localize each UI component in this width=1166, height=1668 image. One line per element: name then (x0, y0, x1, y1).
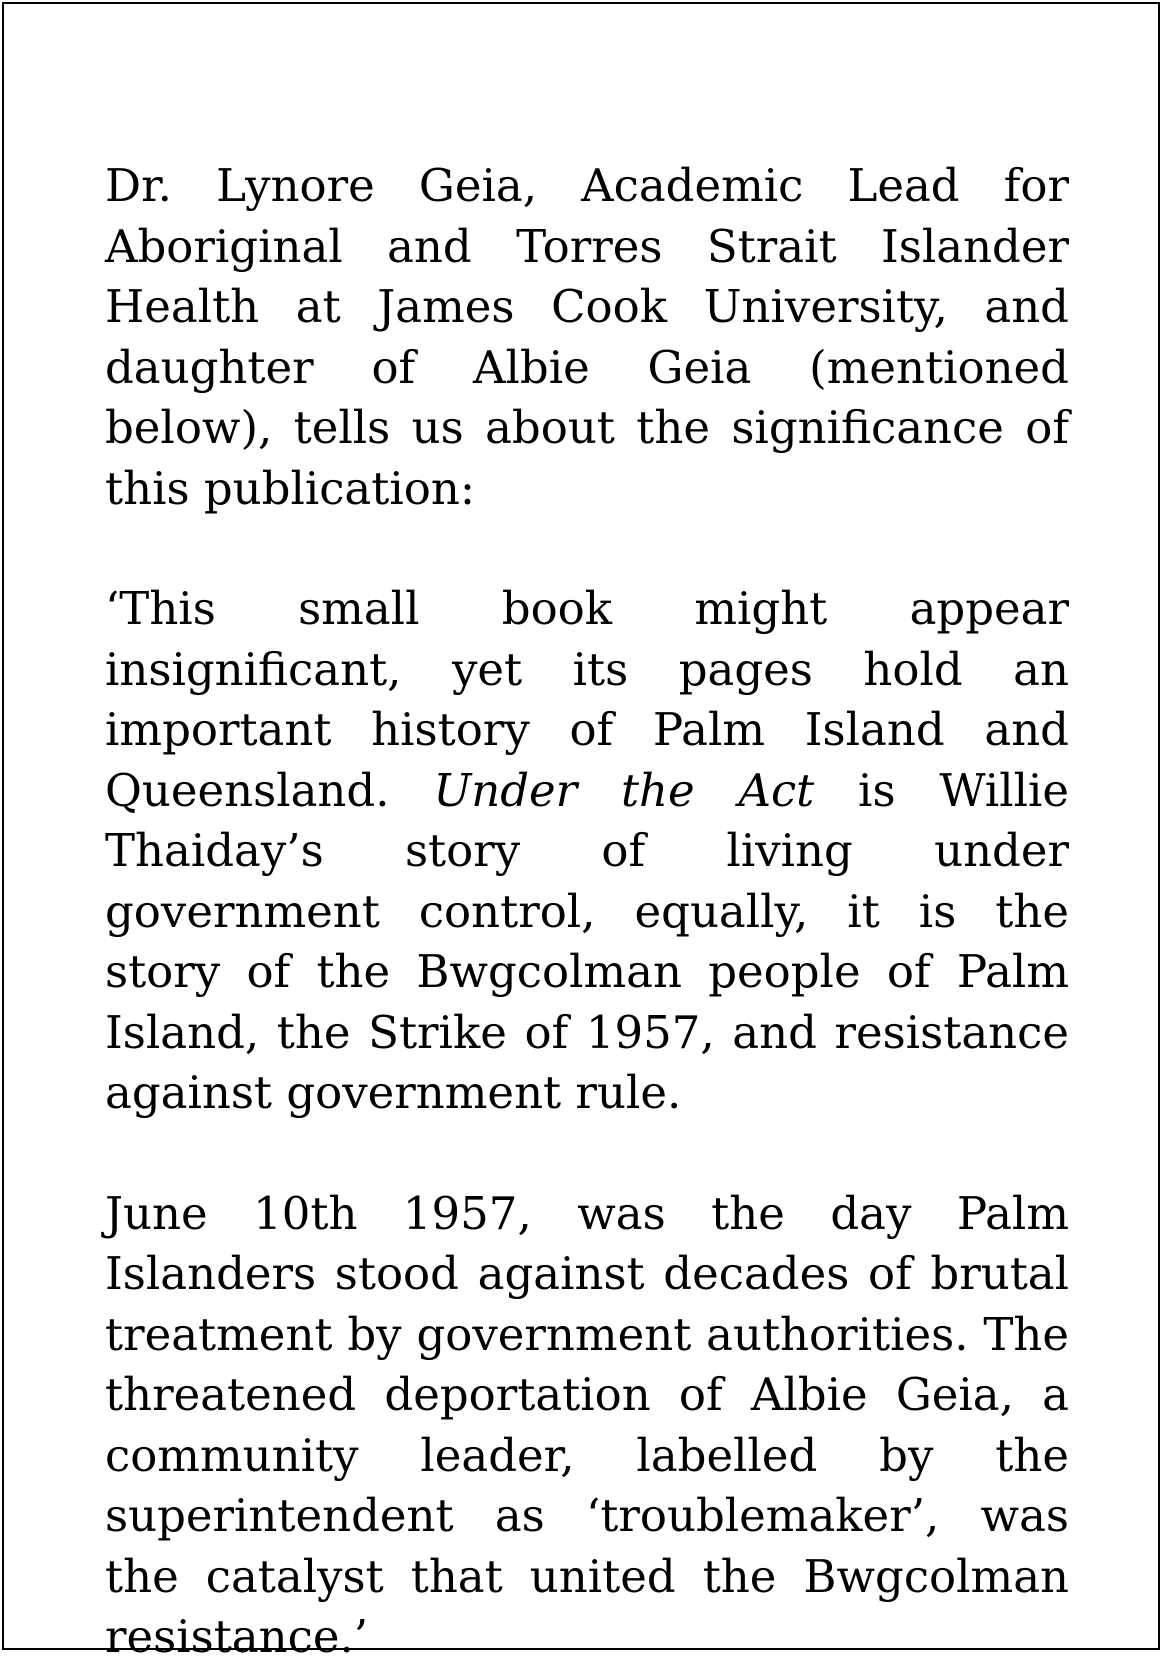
quote-paragraph-1 (105, 579, 1069, 1124)
quote-paragraph-2: June 10th 1957, was the day Palm Islanders stood against decades of brutal treatment by government authorities. The threatened deportation of Albie Geia, a community leader, labelled by the superintendent as ‘troublemaker’, was the catalyst that united the Bwgcolman resistance.’ (105, 1186, 1069, 1663)
page-frame (2, 2, 1160, 1663)
document-body (105, 156, 1069, 1668)
quote-text-end: is Willie Thaiday’s story of living under government control, equally, it is the story of the Bwgcolman people of Palm Island, the Strike of 1957, and resistance against government rule. (105, 763, 1070, 1119)
quote-text-start: ‘This small book might appear insignificant, yet its pages hold an important history of Palm Island and Queensland. (105, 582, 1069, 817)
book-title: Under the Act (433, 763, 815, 817)
intro-paragraph: Dr. Lynore Geia, Academic Lead for Aboriginal and Torres Strait Islander Health at James Cook University, and daughter of Albie Geia (mentioned below), tells us about the significance of this publication: (105, 159, 1069, 515)
